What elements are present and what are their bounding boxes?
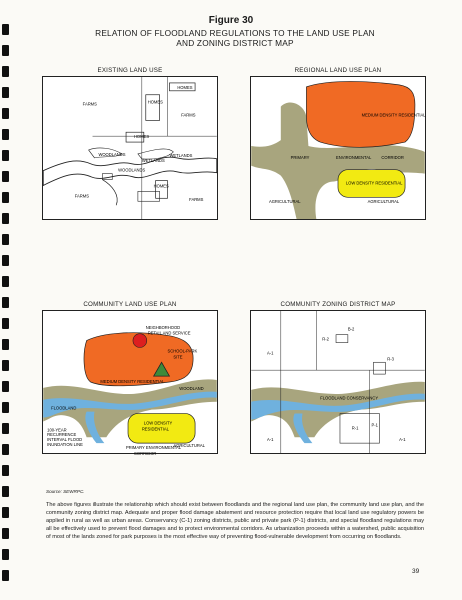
binding-ring [2,255,9,266]
figure-title-line1: RELATION OF FLOODLAND REGULATIONS TO THE LAND USE PLAN [95,28,375,38]
binding-ring [2,339,9,350]
label-woodlands-2: WOODLANDS [118,167,146,173]
label-neighborhood: NEIGHBORHOOD [145,324,181,330]
figure-title-line2: AND ZONING DISTRICT MAP [176,37,294,48]
binding-ring [2,234,9,245]
binding-ring [2,108,9,119]
label-retail: RETAIL AND SERVICE [147,330,191,336]
binding-ring [2,423,9,434]
existing-land-use-map [42,76,218,220]
binding-ring [2,276,9,287]
label-farms-3: FARMS [74,193,89,199]
label-wetlands-2: WETLANDS [169,152,193,158]
label-homes-4: HOMES [153,183,169,189]
label-site: SITE [173,354,183,360]
label-wetlands-1: WETLANDS [141,157,165,163]
binding-ring [2,549,9,560]
label-woodland: WOODLAND [179,385,204,391]
label-primary: PRIMARY [290,154,310,160]
label-a1-2: A-1 [267,437,274,443]
binding-ring [2,570,9,581]
label-floodland: FLOODLAND [51,405,77,411]
label-a1-3: A-1 [399,437,406,443]
label-agricultural-2: AGRICULTURAL [367,199,400,205]
page-number: 39 [412,568,420,575]
source-note: Source: SEWRPC. [46,489,85,494]
label-farms-1: FARMS [82,101,97,107]
label-farms-2: FARMS [181,112,196,118]
label-medium-density: MEDIUM DENSITY RESIDENTIAL [100,378,165,384]
label-r3: R-3 [387,356,394,362]
label-a1-1: A-1 [267,350,274,356]
binding-ring [2,465,9,476]
label-p1: P-1 [371,422,378,428]
label-b2: B-2 [347,326,355,332]
community-land-use-title: COMMUNITY LAND USE PLAN [83,301,177,308]
binding-ring [2,150,9,161]
binding-ring [2,129,9,140]
zoning-district-map [250,310,426,454]
binding-ring [2,87,9,98]
figure-number: Figure 30 [208,15,254,26]
label-conservancy: FLOODLAND CONSERVANCY [320,395,379,401]
binding-ring [2,66,9,77]
label-low-density-1: LOW DENSITY [143,420,173,426]
figure-caption: The above figures illustrate the relationship which should exist between floodlands and the regional land use plan, the community land use plan, and the community zoning district map. Adequate and proper flood damage abatement and resource protection require that local land use regulatory powers be applied in rural as well as urban areas. Conservancy (C-1) zoning districts, public and private park (P-1) districts, and special floodland regulations may all be effectively used to prevent flood damages and to protect environmental corridors. As urbanization proceeds within a watershed, public acquisition of most of the lands zoned for park purposes is the most effective way of preventing flood-vulnerable development from occurring on floodlands. [46,502,424,541]
label-homes-3: HOMES [133,134,150,140]
binding-ring [2,360,9,371]
binding-ring [2,444,9,455]
label-recurrence-2: RECURRENCE [47,432,77,438]
label-agricultural: AGRICULTURAL [173,443,205,449]
binding-ring [2,192,9,203]
community-land-use-map [42,310,218,454]
label-recurrence-3: INTERVAL FLOOD [47,437,83,443]
binding-ring [2,486,9,497]
binding-ring [2,528,9,539]
label-r1: R-1 [351,425,359,431]
neighborhood-retail-circle [133,334,147,348]
regional-land-use-map [250,76,426,220]
binding-ring [2,213,9,224]
figure-title [40,29,430,48]
spiral-binding [0,0,12,600]
binding-ring [2,45,9,56]
label-homes-2: HOMES [177,84,193,90]
label-primary-env-1: PRIMARY ENVIRONMENTAL [126,445,182,451]
label-agricultural-1: AGRICULTURAL [268,199,301,205]
binding-ring [2,171,9,182]
label-homes-1: HOMES [147,99,163,105]
binding-ring [2,297,9,308]
label-environmental: ENVIRONMENTAL [336,154,372,160]
label-recurrence-4: INUNDATION LINE [47,442,83,448]
label-r2: R-2 [322,336,329,342]
label-primary-env-2: CORRIDOR [133,450,157,456]
binding-ring [2,381,9,392]
label-low-density: LOW DENSITY RESIDENTIAL [345,180,403,186]
binding-ring [2,402,9,413]
binding-ring [2,318,9,329]
existing-land-use-title: EXISTING LAND USE [97,67,163,74]
label-medium-density: MEDIUM DENSITY RESIDENTIAL [361,112,426,118]
label-corridor: CORRIDOR [381,154,404,160]
label-farms-4: FARMS [189,197,204,203]
regional-land-use-title: REGIONAL LAND USE PLAN [294,67,382,74]
label-low-density-2: RESIDENTIAL [141,426,169,432]
label-school-park: SCHOOL-PARK [167,348,198,354]
binding-ring [2,507,9,518]
label-recurrence-1: 100-YEAR [47,427,67,433]
label-woodlands-1: WOODLANDS [98,151,126,157]
zoning-map-title: COMMUNITY ZONING DISTRICT MAP [280,301,396,308]
